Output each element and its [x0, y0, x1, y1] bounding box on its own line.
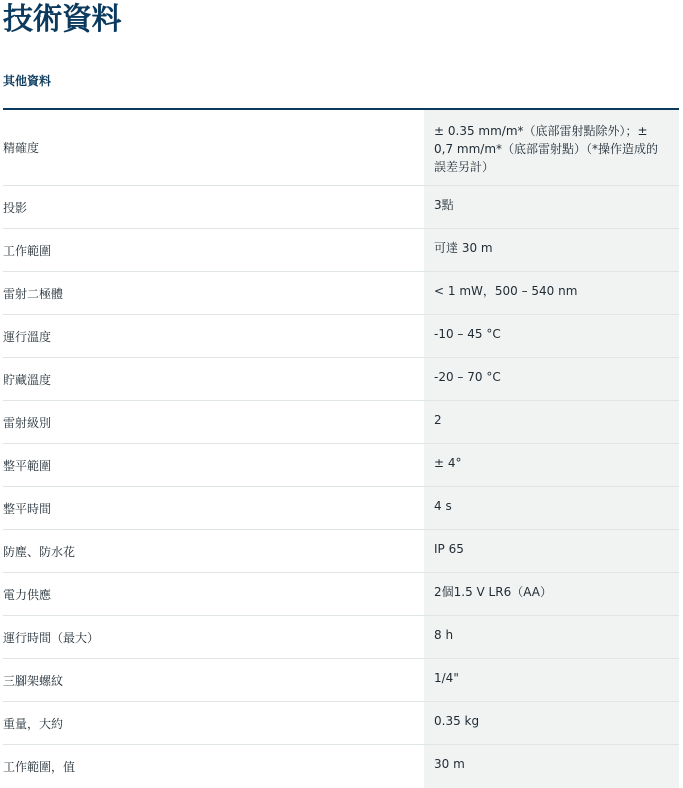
- spec-label: 防塵、防水花: [3, 544, 76, 559]
- spec-label: 電力供應: [3, 587, 52, 602]
- spec-value: IP 65: [424, 530, 679, 572]
- spec-label: 工作範圍: [3, 243, 52, 258]
- spec-label: 三腳架螺紋: [3, 673, 64, 688]
- spec-row-power-supply: [3, 573, 679, 616]
- spec-row-dust-water-protection: [3, 530, 679, 573]
- spec-label: 投影: [3, 200, 28, 215]
- section-title: 其他資料: [3, 74, 52, 88]
- spec-label: 工作範圍，值: [3, 760, 76, 774]
- spec-value: 2個1.5 V LR6（AA）: [424, 573, 679, 615]
- page-title: 技術資料: [3, 2, 121, 37]
- spec-value: 30 m: [424, 745, 679, 788]
- spec-value: 8 h: [424, 616, 679, 658]
- spec-value: -10 – 45 °C: [424, 315, 679, 357]
- spec-label: 整平時間: [3, 501, 52, 516]
- spec-value: 3點: [424, 186, 679, 228]
- spec-label: 運行時間（最大）: [3, 630, 100, 645]
- spec-row-operating-time: [3, 616, 679, 659]
- spec-label: 整平範圍: [3, 458, 52, 473]
- spec-label: 雷射二極體: [3, 286, 64, 301]
- spec-row-leveling-time: [3, 487, 679, 530]
- spec-row-working-range-value: [3, 745, 679, 788]
- spec-value: ± 0.35 mm/m*（底部雷射點除外）；± 0,7 mm/m*（底部雷射點）（*操作造成的誤差另計）: [424, 110, 679, 185]
- spec-row-laser-class: [3, 401, 679, 444]
- spec-label: 重量，大約: [3, 716, 64, 731]
- spec-row-storage-temperature: [3, 358, 679, 401]
- spec-row-accuracy: [3, 110, 679, 186]
- spec-row-leveling-range: [3, 444, 679, 487]
- spec-label: 雷射級別: [3, 415, 52, 430]
- spec-row-working-range: [3, 229, 679, 272]
- spec-value: 可達 30 m: [424, 229, 679, 271]
- spec-value: 0.35 kg: [424, 702, 679, 744]
- spec-value: -20 – 70 °C: [424, 358, 679, 400]
- spec-label: 運行溫度: [3, 329, 52, 344]
- spec-table: [3, 108, 679, 788]
- spec-value: 1/4": [424, 659, 679, 701]
- spec-row-weight: [3, 702, 679, 745]
- spec-value: 2: [424, 401, 679, 443]
- spec-value: 4 s: [424, 487, 679, 529]
- spec-label: 貯藏溫度: [3, 372, 52, 387]
- spec-row-laser-diode: [3, 272, 679, 315]
- spec-row-projection: [3, 186, 679, 229]
- spec-row-tripod-thread: [3, 659, 679, 702]
- spec-value: ± 4°: [424, 444, 679, 486]
- spec-value: < 1 mW，500 – 540 nm: [424, 272, 679, 314]
- spec-label: 精確度: [3, 141, 40, 155]
- spec-row-operating-temperature: [3, 315, 679, 358]
